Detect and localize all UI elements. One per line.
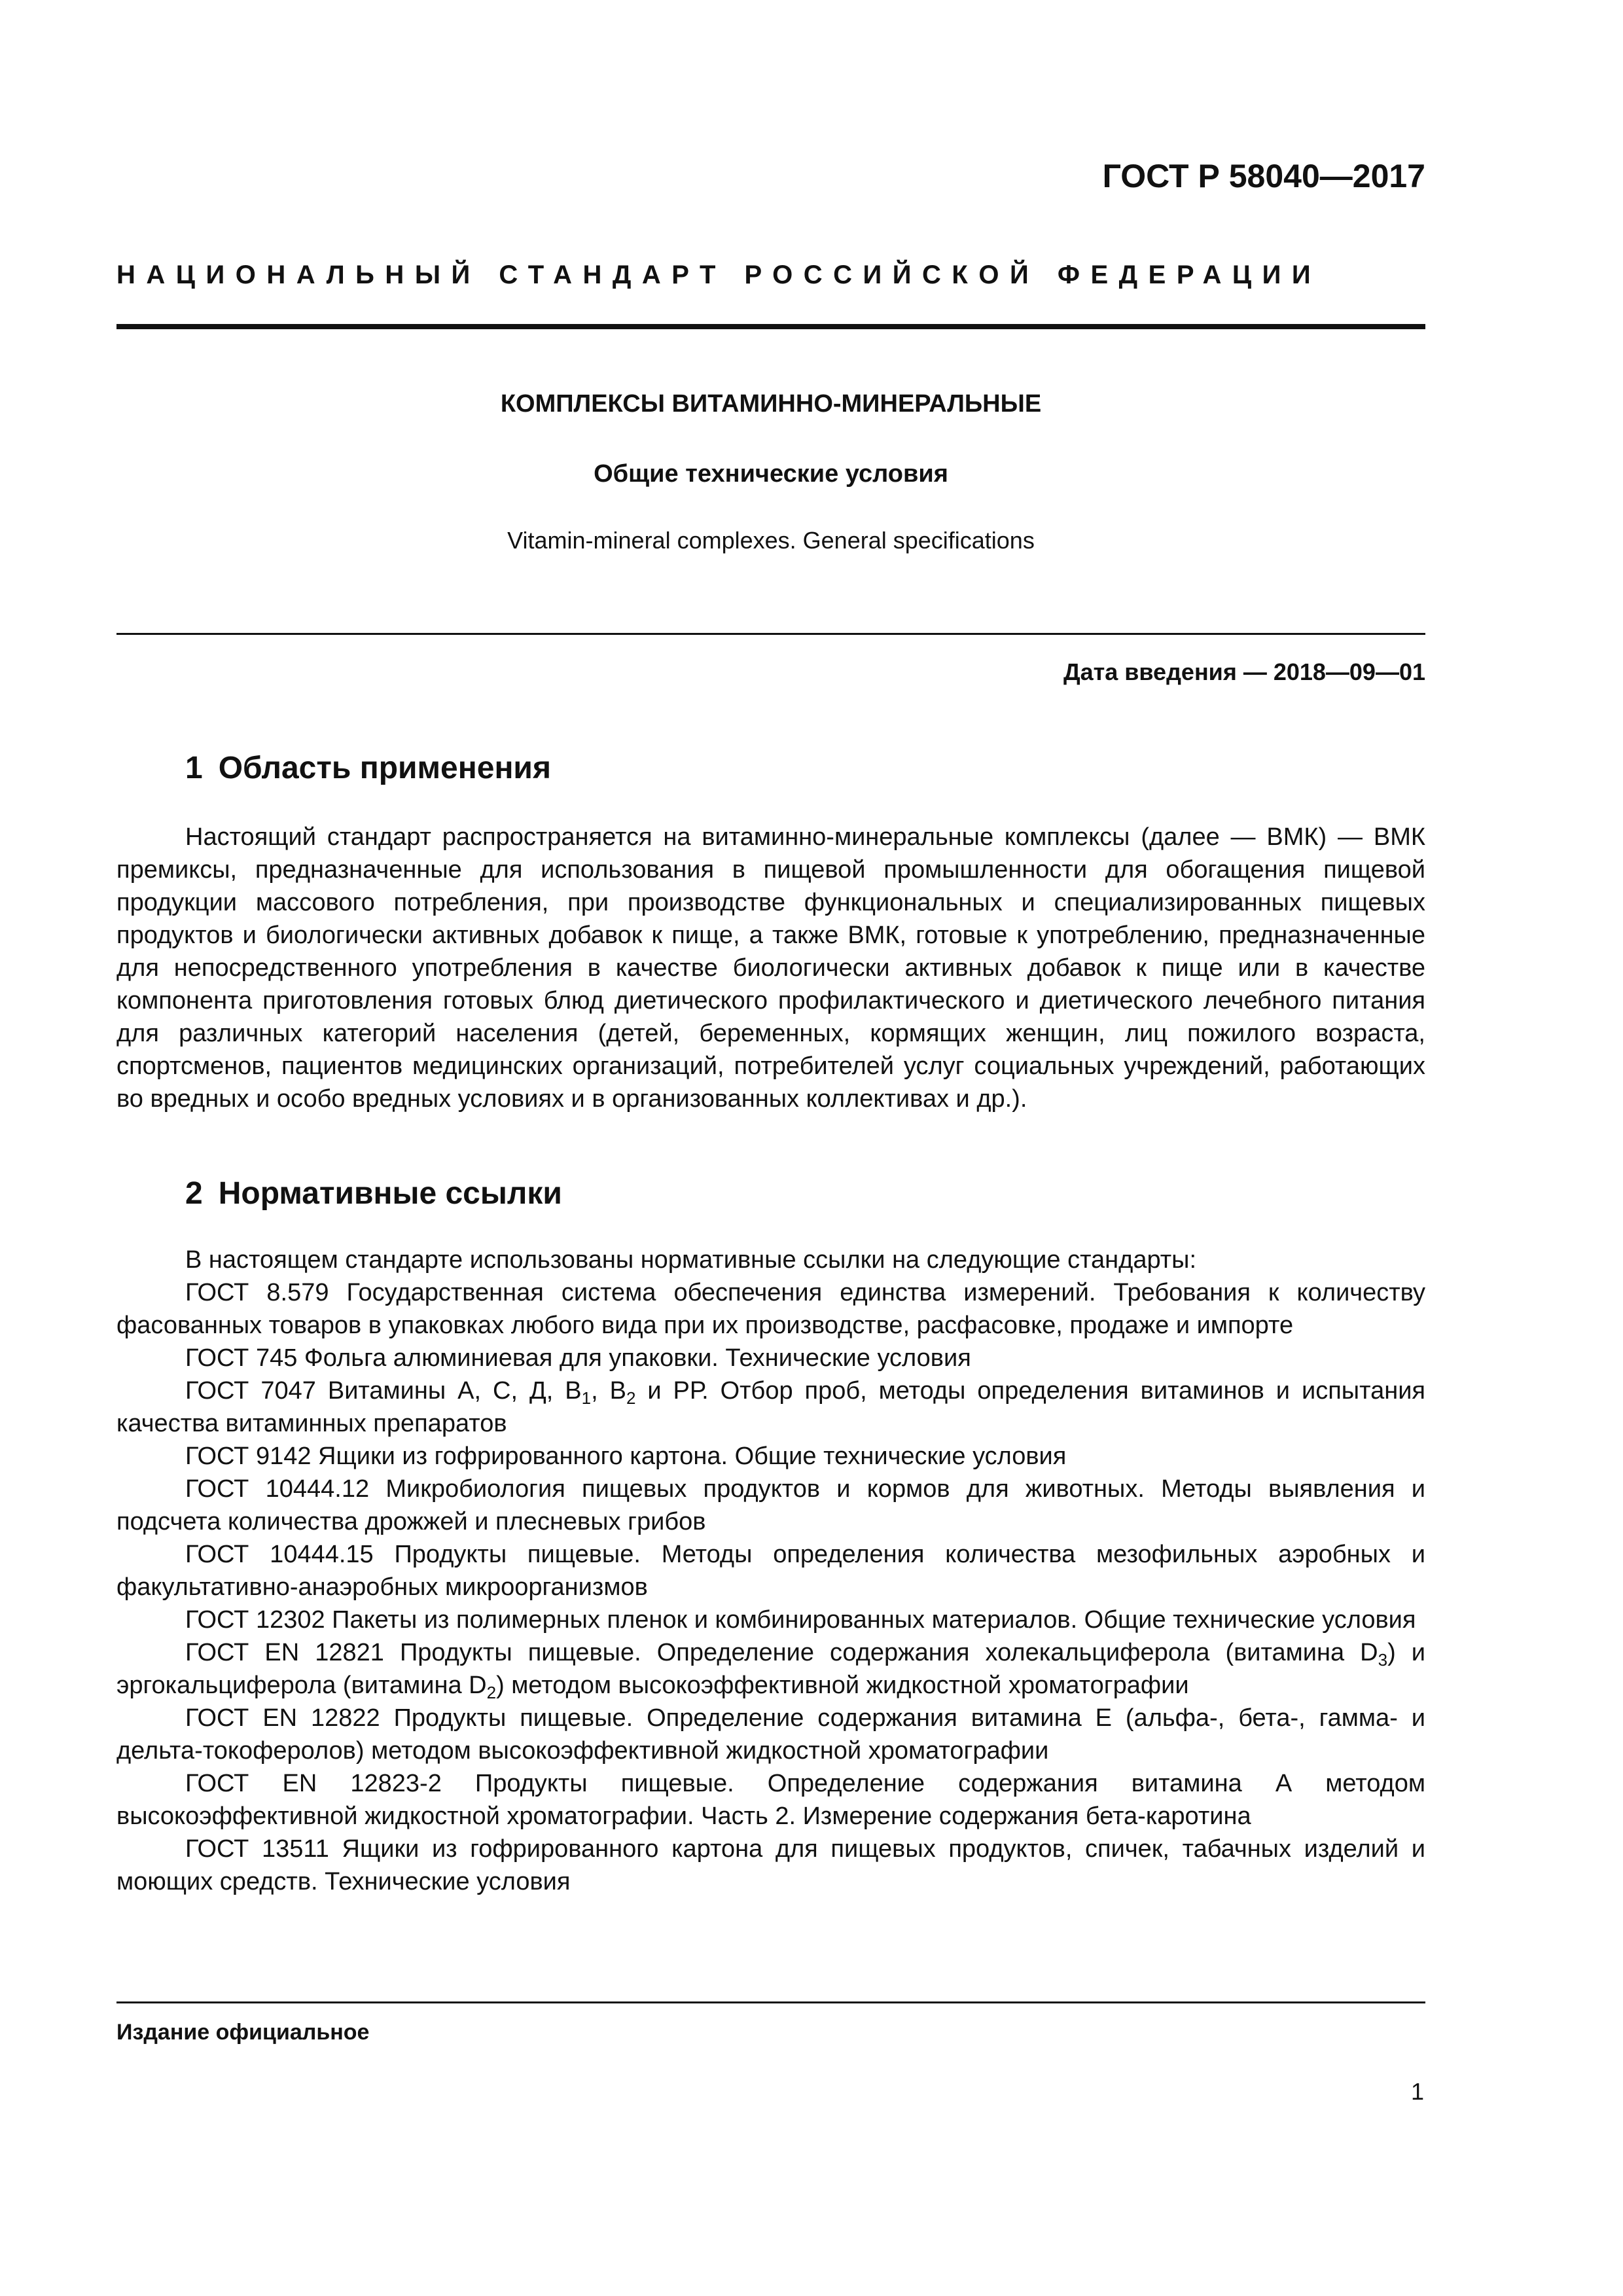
official-edition-label: Издание официальное (116, 2020, 370, 2045)
reference-item: ГОСТ EN 12823-2 Продукты пищевые. Определение содержания витамина А методом высокоэффективной жидкостной хроматографии. Часть 2. Измерение содержания бета-каротина (116, 1770, 1425, 1830)
reference-item: ГОСТ 8.579 Государственная система обеспечения единства измерений. Требования к количеству фасованных товаров в упаковках любого вида при их производстве, расфасовке, продаже и импорте (116, 1279, 1425, 1339)
references-intro: В настоящем стандарте использованы нормативные ссылки на следующие стандарты: (185, 1246, 1197, 1274)
national-standard-banner: НАЦИОНАЛЬНЫЙ СТАНДАРТ РОССИЙСКОЙ ФЕДЕРАЦИИ (116, 260, 1322, 289)
section-2-body (116, 1244, 1425, 1898)
reference-item: ГОСТ 7047 Витамины А, С, Д, $В_1$, $В_2$ и РР. Отбор проб, методы определения витаминов и испытания качества витаминных препаратов (116, 1377, 1425, 1437)
reference-item: ГОСТ 12302 Пакеты из полимерных пленок и комбинированных материалов. Общие технические условия (185, 1606, 1416, 1634)
section-2-heading (185, 1175, 562, 1211)
document-title-english: Vitamin-mineral complexes. General specifications (507, 527, 1035, 554)
section-2-title: Нормативные ссылки (218, 1176, 562, 1211)
section-1-heading (185, 750, 551, 786)
reference-item: ГОСТ EN 12821 Продукты пищевые. Определение содержания холекальциферола (витамина $D_3$) и эргокальциферола (витамина $D_2$) методом высокоэффективной жидкостной хроматографии (116, 1639, 1425, 1702)
page-number: 1 (1410, 2078, 1424, 2105)
reference-item: ГОСТ 10444.12 Микробиология пищевых продуктов и кормов для животных. Методы выявления и подсчета количества дрожжей и плесневых грибов (116, 1475, 1425, 1535)
header-divider (116, 324, 1425, 329)
footer-divider (116, 2001, 1425, 2003)
gost-number: ГОСТ Р 58040—2017 (1102, 158, 1425, 194)
section-1-number: 1 (185, 751, 203, 785)
document-subtitle: Общие технические условия (594, 460, 948, 488)
introduction-date: Дата введения — 2018—09—01 (1063, 658, 1425, 685)
section-1-paragraph: Настоящий стандарт распространяется на витаминно-минеральные комплексы (далее — ВМК) — ВМК премиксы, предназначенные для использования в пищевой промышленности для обогащения пищевой продукции массового потребления, при производстве функциональных и специализированных пищевых продуктов и биологически активных добавок к пище, а также ВМК, готовые к употреблению, предназначенные для непосредственного употребления в качестве биологически активных добавок к пище или в качестве компонента приготовления готовых блюд диетического профилактического и диетического лечебного питания для различных категорий населения (детей, беременных, кормящих женщин, лиц пожилого возраста, спортсменов, пациентов медицинских организаций, потребителей услуг социальных учреждений, работающих во вредных и особо вредных условиях и в организованных коллективах и др.). (116, 823, 1425, 1113)
reference-item: ГОСТ 13511 Ящики из гофрированного картона для пищевых продуктов, спичек, табачных изделий и моющих средств. Технические условия (116, 1835, 1425, 1895)
reference-item: ГОСТ 10444.15 Продукты пищевые. Методы определения количества мезофильных аэробных и факультативно-анаэробных микроорганизмов (116, 1541, 1425, 1601)
reference-item: ГОСТ EN 12822 Продукты пищевые. Определение содержания витамина Е (альфа-, бета-, гамма- и дельта-токоферолов) методом высокоэффективной жидкостной хроматографии (116, 1704, 1425, 1765)
title-divider (116, 633, 1425, 635)
section-1-title: Область применения (218, 751, 551, 785)
reference-item: ГОСТ 9142 Ящики из гофрированного картона. Общие технические условия (185, 1443, 1067, 1470)
document-title: КОМПЛЕКСЫ ВИТАМИННО-МИНЕРАЛЬНЫЕ (500, 390, 1042, 418)
section-2-number: 2 (185, 1176, 203, 1211)
section-1-body (116, 821, 1425, 1115)
reference-item: ГОСТ 745 Фольга алюминиевая для упаковки. Технические условия (185, 1344, 971, 1372)
